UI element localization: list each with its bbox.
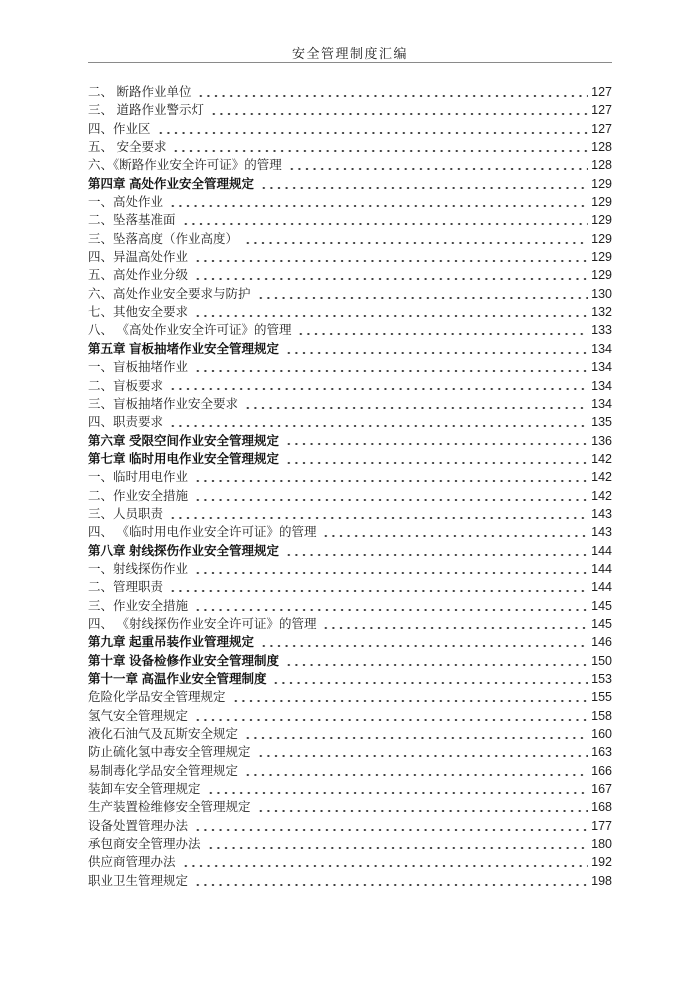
toc-entry — [88, 266, 612, 284]
toc-entry-label: 二、作业安全措施 — [88, 488, 189, 503]
dot-leader — [284, 340, 588, 358]
toc-entry — [88, 432, 612, 450]
toc-entry — [88, 780, 612, 798]
toc-entry — [88, 340, 612, 358]
toc-entry — [88, 413, 612, 431]
toc-entry-page-number: 168 — [591, 800, 612, 815]
dot-leader — [243, 395, 588, 413]
toc-entry-label: 一、盲板抽堵作业 — [88, 360, 189, 375]
toc-entry-label: 六、《断路作业安全许可证》的管理 — [88, 158, 282, 173]
dot-leader — [193, 266, 588, 284]
toc-entry-label: 第十一章 高温作业安全管理制度 — [88, 672, 267, 686]
toc-entry-label: 生产装置检维修安全管理规定 — [88, 800, 251, 815]
toc-entry-label: 第九章 起重吊装作业管理规定 — [88, 635, 254, 650]
dot-leader — [321, 615, 588, 633]
dot-leader — [231, 688, 589, 706]
toc-entry — [88, 156, 612, 174]
toc-entry-label: 三、作业安全措施 — [88, 598, 189, 613]
toc-entry-label: 二、盲板要求 — [88, 378, 164, 393]
dot-leader — [193, 248, 588, 266]
toc-entry-label: 四、 《射线探伤作业安全许可证》的管理 — [88, 616, 317, 631]
dot-leader — [193, 707, 588, 725]
toc-entry-page-number: 142 — [591, 488, 612, 503]
toc-entry — [88, 743, 612, 761]
toc-entry-page-number: 167 — [591, 782, 612, 797]
dot-leader — [168, 578, 588, 596]
toc-entry — [88, 377, 612, 395]
toc-entry-page-number: 136 — [591, 433, 612, 448]
dot-leader — [259, 175, 588, 193]
dot-leader — [193, 468, 588, 486]
toc-entry-page-number: 166 — [591, 763, 612, 778]
dot-leader — [321, 523, 588, 541]
toc-entry-page-number: 133 — [591, 323, 612, 338]
toc-entry — [88, 652, 612, 670]
dot-leader — [181, 853, 589, 871]
toc-entry — [88, 633, 612, 651]
toc-entry-page-number: 128 — [591, 158, 612, 173]
dot-leader — [181, 211, 589, 229]
toc-entry-page-number: 134 — [591, 396, 612, 411]
toc-entry-label: 第六章 受限空间作业安全管理规定 — [88, 433, 279, 448]
toc-entry-label: 二、 断路作业单位 — [88, 85, 192, 99]
toc-entry — [88, 835, 612, 853]
toc-entry-label: 三、 道路作业警示灯 — [88, 103, 204, 118]
toc-entry — [88, 853, 612, 871]
toc-entry — [88, 725, 612, 743]
dot-leader — [243, 725, 588, 743]
toc-entry-page-number: 127 — [591, 103, 612, 118]
dot-leader — [256, 743, 589, 761]
toc-entry-label: 设备处置管理办法 — [88, 818, 189, 833]
toc-entry-page-number: 160 — [591, 727, 612, 742]
toc-entry-page-number: 180 — [591, 837, 612, 852]
toc-entry — [88, 817, 612, 835]
dot-leader — [193, 560, 588, 578]
dot-leader — [206, 835, 589, 853]
toc-entry-label: 第五章 盲板抽堵作业安全管理规定 — [88, 341, 279, 356]
toc-entry-page-number: 135 — [591, 415, 612, 430]
toc-entry-page-number: 163 — [591, 745, 612, 760]
toc-entry — [88, 560, 612, 578]
dot-leader — [168, 377, 588, 395]
dot-leader — [296, 321, 588, 339]
toc-entry — [88, 83, 612, 101]
toc-entry-label: 第十章 设备检修作业安全管理制度 — [88, 653, 279, 668]
dot-leader — [193, 358, 588, 376]
dot-leader — [243, 230, 588, 248]
dot-leader — [168, 413, 588, 431]
toc-entry-label: 液化石油气及瓦斯安全规定 — [88, 727, 239, 742]
dot-leader — [206, 780, 589, 798]
toc-entry-page-number: 129 — [591, 250, 612, 265]
toc-entry — [88, 101, 612, 119]
toc-entry — [88, 303, 612, 321]
toc-entry-page-number: 192 — [591, 855, 612, 870]
toc-entry — [88, 707, 612, 725]
toc-entry-page-number: 130 — [591, 286, 612, 301]
toc-entry-page-number: 177 — [591, 818, 612, 833]
toc-entry — [88, 193, 612, 211]
toc-entry-page-number: 158 — [591, 708, 612, 723]
toc-entry — [88, 468, 612, 486]
toc-entry-label: 五、高处作业分级 — [88, 268, 189, 283]
toc-entry-label: 危险化学品安全管理规定 — [88, 690, 226, 705]
dot-leader — [256, 798, 589, 816]
toc-entry-page-number: 146 — [591, 635, 612, 650]
toc-entry — [88, 175, 612, 193]
toc-entry-label: 四、作业区 — [88, 121, 151, 136]
toc-entry — [88, 230, 612, 248]
toc-entry — [88, 120, 612, 138]
toc-entry — [88, 523, 612, 541]
toc-entry-label: 五、 安全要求 — [88, 140, 167, 155]
toc-entry-label: 一、高处作业 — [88, 195, 164, 210]
toc-entry — [88, 321, 612, 339]
dot-leader — [271, 670, 588, 688]
dot-leader — [193, 872, 588, 890]
toc-entry-page-number: 143 — [591, 506, 612, 521]
toc-entry — [88, 597, 612, 615]
toc-entry-label: 四、职责要求 — [88, 415, 164, 430]
toc-entry-label: 易制毒化学品安全管理规定 — [88, 763, 239, 778]
dot-leader — [193, 303, 588, 321]
toc-entry-page-number: 145 — [591, 616, 612, 631]
dot-leader — [256, 285, 589, 303]
dot-leader — [287, 156, 588, 174]
dot-leader — [168, 505, 588, 523]
dot-leader — [168, 193, 588, 211]
toc-entry-page-number: 129 — [591, 176, 612, 191]
toc-entry-page-number: 127 — [591, 121, 612, 136]
toc-entry — [88, 762, 612, 780]
dot-leader — [209, 101, 588, 119]
toc-entry-page-number: 129 — [591, 231, 612, 246]
toc-entry — [88, 138, 612, 156]
dot-leader — [193, 487, 588, 505]
toc-entry — [88, 248, 612, 266]
toc-entry-page-number: 128 — [591, 140, 612, 155]
toc-entry-label: 三、坠落高度（作业高度） — [88, 231, 239, 246]
toc-entry — [88, 670, 612, 688]
toc-entry-page-number: 142 — [591, 451, 612, 466]
toc-entry-page-number: 142 — [591, 470, 612, 485]
toc-entry — [88, 450, 612, 468]
toc-entry — [88, 615, 612, 633]
toc-entry-page-number: 153 — [591, 672, 612, 686]
toc-entry-label: 二、坠落基准面 — [88, 213, 176, 228]
toc-entry-page-number: 144 — [591, 580, 612, 595]
toc-entry — [88, 211, 612, 229]
dot-leader — [243, 762, 588, 780]
toc-entry-label: 八、 《高处作业安全许可证》的管理 — [88, 323, 292, 338]
toc-entry-label: 防止硫化氢中毒安全管理规定 — [88, 745, 251, 760]
toc-entry-label: 二、管理职责 — [88, 580, 164, 595]
toc-entry-page-number: 129 — [591, 213, 612, 228]
dot-leader — [284, 542, 588, 560]
toc-entry-label: 承包商安全管理办法 — [88, 837, 201, 852]
toc-entry-label: 一、临时用电作业 — [88, 470, 189, 485]
toc-entry-label: 第四章 高处作业安全管理规定 — [88, 176, 254, 191]
toc-entry — [88, 285, 612, 303]
dot-leader — [284, 652, 588, 670]
header-divider — [88, 62, 612, 63]
toc-entry — [88, 688, 612, 706]
dot-leader — [171, 138, 588, 156]
toc-entry-label: 职业卫生管理规定 — [88, 873, 189, 888]
toc-list — [88, 83, 612, 890]
toc-entry-label: 三、盲板抽堵作业安全要求 — [88, 396, 239, 411]
toc-entry-page-number: 134 — [591, 360, 612, 375]
dot-leader — [284, 432, 588, 450]
toc-entry — [88, 505, 612, 523]
toc-entry — [88, 578, 612, 596]
toc-entry-page-number: 127 — [591, 85, 612, 99]
toc-entry — [88, 872, 612, 890]
toc-entry-page-number: 144 — [591, 561, 612, 576]
toc-entry-page-number: 143 — [591, 525, 612, 540]
toc-entry — [88, 542, 612, 560]
toc-entry-page-number: 129 — [591, 268, 612, 283]
toc-entry-page-number: 134 — [591, 341, 612, 356]
dot-leader — [193, 817, 588, 835]
toc-entry-page-number: 150 — [591, 653, 612, 668]
toc-entry-label: 七、其他安全要求 — [88, 305, 189, 320]
dot-leader — [259, 633, 588, 651]
dot-leader — [284, 450, 588, 468]
toc-entry-page-number: 134 — [591, 378, 612, 393]
toc-entry-label: 四、异温高处作业 — [88, 250, 189, 265]
toc-entry-label: 四、 《临时用电作业安全许可证》的管理 — [88, 525, 317, 540]
toc-entry — [88, 487, 612, 505]
toc-entry — [88, 395, 612, 413]
toc-entry-label: 氢气安全管理规定 — [88, 708, 189, 723]
toc-entry-page-number: 144 — [591, 543, 612, 558]
toc-entry-label: 第八章 射线探伤作业安全管理规定 — [88, 543, 279, 558]
toc-entry-page-number: 132 — [591, 305, 612, 320]
toc-entry-label: 装卸车安全管理规定 — [88, 782, 201, 797]
toc-entry-label: 六、高处作业安全要求与防护 — [88, 286, 251, 301]
document-header-title: 安全管理制度汇编 — [291, 46, 408, 61]
dot-leader — [196, 83, 588, 101]
toc-entry-label: 第七章 临时用电作业安全管理规定 — [88, 451, 279, 466]
toc-entry-label: 三、人员职责 — [88, 506, 164, 521]
toc-entry-label: 供应商管理办法 — [88, 855, 176, 870]
dot-leader — [193, 597, 588, 615]
toc-entry-page-number: 145 — [591, 598, 612, 613]
toc-entry — [88, 358, 612, 376]
toc-entry-page-number: 155 — [591, 690, 612, 705]
toc-entry-page-number: 129 — [591, 195, 612, 210]
toc-entry-page-number: 198 — [591, 873, 612, 888]
toc-entry — [88, 798, 612, 816]
toc-entry-label: 一、射线探伤作业 — [88, 561, 189, 576]
dot-leader — [156, 120, 589, 138]
